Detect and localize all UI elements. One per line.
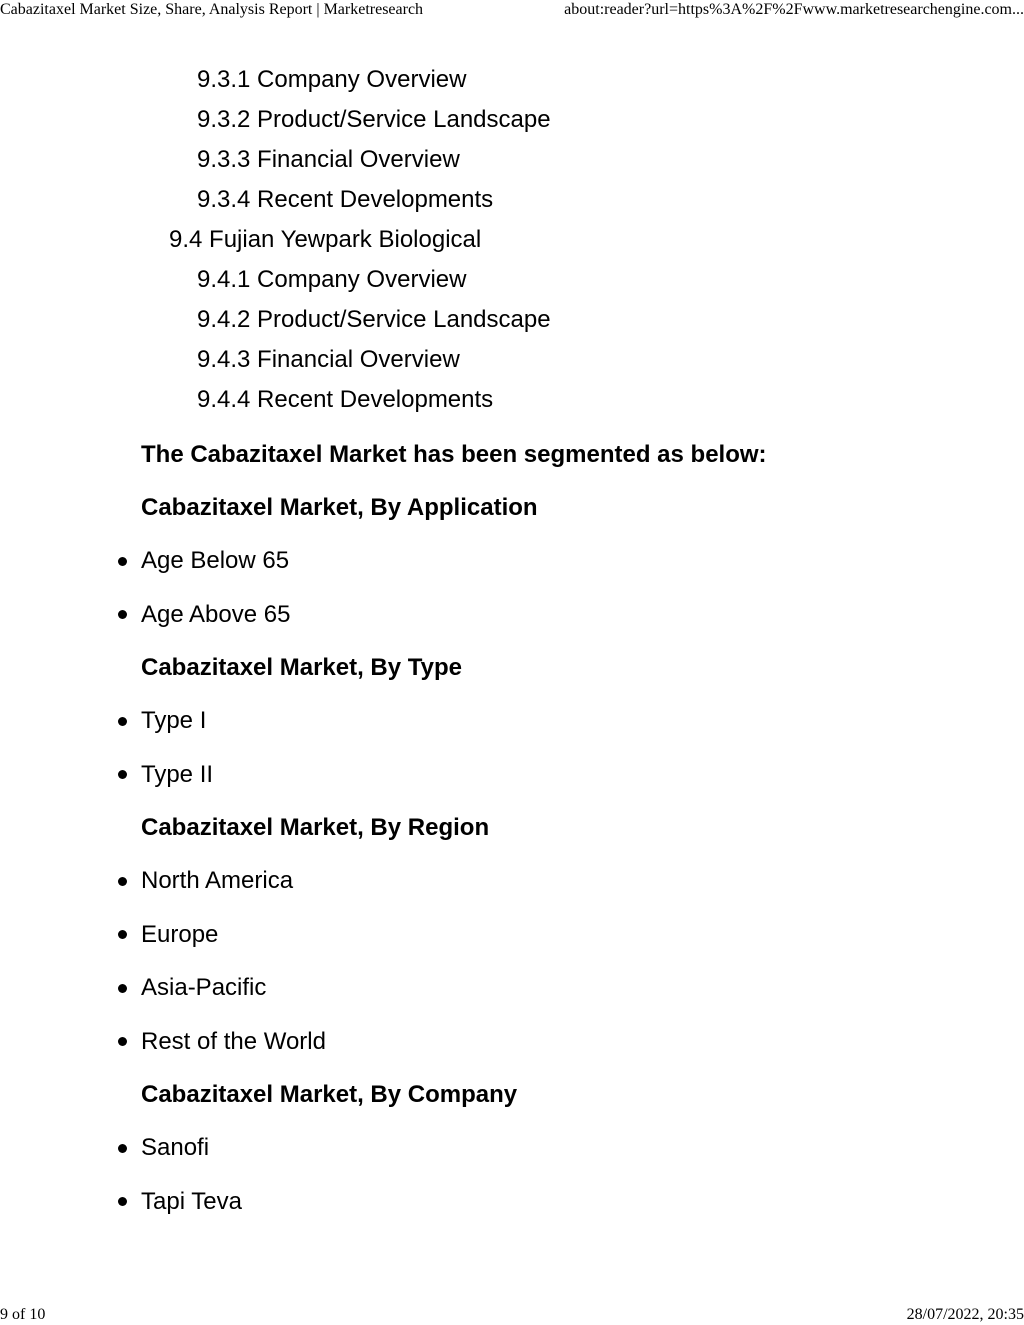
- header-url: about:reader?url=https%3A%2F%2Fwww.marketresearchengine.com...: [564, 1, 1024, 18]
- toc-item: 9.4 Fujian Yewpark Biological: [169, 226, 482, 253]
- footer-page-number: 9 of 10: [0, 1306, 46, 1323]
- segment-heading-type: Cabazitaxel Market, By Type: [141, 654, 463, 681]
- list-item-label: North America: [141, 867, 294, 894]
- list-item-label: Asia-Pacific: [141, 974, 267, 1001]
- bullet-icon: [118, 717, 127, 726]
- bullet-icon: [118, 1037, 127, 1046]
- bullet-icon: [118, 1144, 127, 1153]
- list-item-label: Rest of the World: [141, 1027, 326, 1055]
- toc-item: 9.3.1 Company Overview: [197, 66, 467, 93]
- print-footer: [0, 1306, 1024, 1324]
- segment-heading-region: Cabazitaxel Market, By Region: [141, 814, 490, 841]
- bullet-icon: [118, 984, 127, 993]
- table-of-contents: [0, 60, 1024, 420]
- list-item-label: Tapi Teva: [141, 1187, 242, 1215]
- list-item-label: Age Above 65: [141, 600, 291, 628]
- print-header: [0, 1, 1024, 19]
- list-item: [0, 1121, 1024, 1175]
- list-item: [0, 854, 1024, 908]
- list-item-label: Type II: [141, 760, 214, 788]
- bullet-icon: [118, 930, 127, 939]
- list-item-label: Europe: [141, 920, 219, 948]
- toc-item: 9.3.2 Product/Service Landscape: [197, 106, 551, 133]
- toc-item: 9.4.2 Product/Service Landscape: [197, 306, 551, 333]
- header-page-title: Cabazitaxel Market Size, Share, Analysis Report | Marketresearch: [0, 1, 424, 18]
- list-item: [0, 908, 1024, 962]
- list-item: [0, 588, 1024, 642]
- segmentation-section: [0, 428, 1024, 1228]
- article-content: [0, 60, 1024, 1228]
- list-item: [0, 534, 1024, 588]
- bullet-icon: [118, 770, 127, 779]
- list-item: [0, 961, 1024, 1015]
- segment-heading-application: Cabazitaxel Market, By Application: [141, 494, 538, 521]
- toc-item: 9.4.1 Company Overview: [197, 266, 467, 293]
- footer-datetime: 28/07/2022, 20:35: [906, 1306, 1024, 1323]
- list-item-label: Age Below 65: [141, 547, 290, 574]
- bullet-icon: [118, 557, 127, 566]
- toc-item: 9.4.4 Recent Developments: [197, 386, 494, 413]
- bullet-icon: [118, 610, 127, 619]
- list-item-label: Sanofi: [141, 1134, 210, 1161]
- toc-item: 9.3.4 Recent Developments: [197, 186, 494, 213]
- list-item-label: Type I: [141, 707, 207, 734]
- list-item: [0, 694, 1024, 748]
- list-item: [0, 1175, 1024, 1229]
- bullet-icon: [118, 1197, 127, 1206]
- toc-item: 9.4.3 Financial Overview: [197, 346, 460, 373]
- segmentation-intro: The Cabazitaxel Market has been segmented as below:: [141, 441, 767, 468]
- bullet-icon: [118, 877, 127, 886]
- toc-item: 9.3.3 Financial Overview: [197, 146, 460, 173]
- segment-heading-company: Cabazitaxel Market, By Company: [141, 1081, 518, 1108]
- list-item: [0, 1015, 1024, 1069]
- list-item: [0, 748, 1024, 802]
